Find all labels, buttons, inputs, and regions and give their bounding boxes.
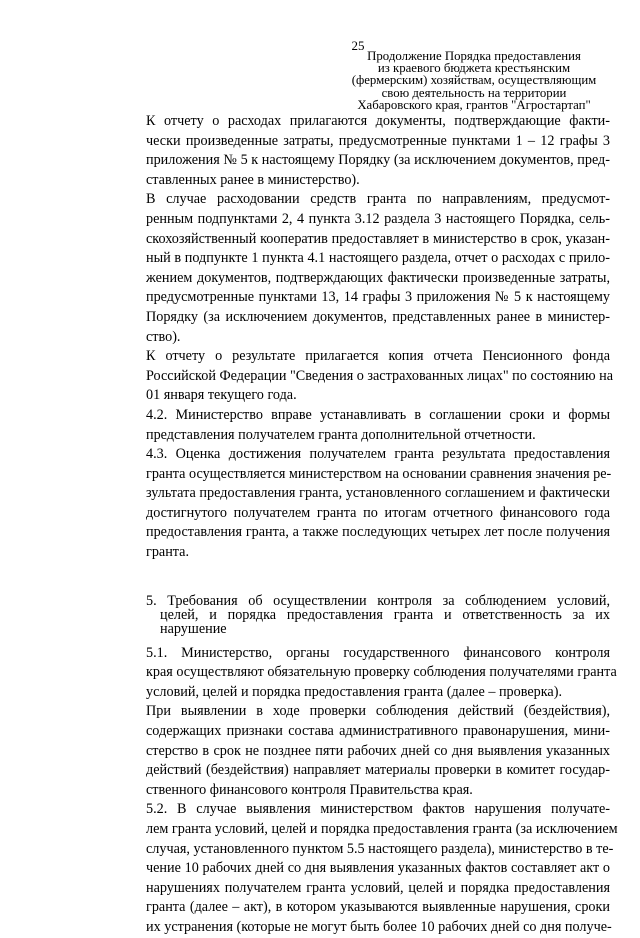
paragraph (108, 702, 610, 800)
paragraph-line: представления получателем гранта дополнительной отчетности. (146, 426, 536, 443)
header-line: (фермерским) хозяйствам, осуществляющим (351, 73, 597, 88)
paragraphs-before (108, 112, 614, 563)
section-title (146, 594, 610, 636)
header-line: из краевого бюджета крестьянским (377, 61, 571, 76)
paragraph (108, 406, 610, 445)
paragraph-line: зультата предоставления гранта, установленного соглашением и фактически (146, 485, 610, 502)
paragraph-line: 01 января текущего года. (146, 387, 297, 404)
paragraph-line: чески произведенные затраты, предусмотренные пунктами 1 – 12 графы 3 (146, 132, 610, 149)
paragraph-line: ренным подпунктами 2, 4 пункта 3.12 раздела 3 настоящего Порядка, сель- (146, 210, 610, 227)
paragraph (108, 644, 617, 703)
paragraph-line: гранта осуществляется министерством на основании сравнения значения ре- (146, 465, 612, 482)
paragraph-line: нарушениях получателем гранта условий, целей и порядка предоставления (146, 879, 610, 896)
header-line: свою деятельность на территории (381, 85, 567, 100)
section-title-line: целей, и порядка предоставления гранта и ответственность за их (160, 606, 610, 623)
paragraph-line: достигнутого получателем гранта по итогам отчетного финансового года (146, 504, 610, 521)
paragraph-line: ственного финансового контроля Правительства края. (146, 781, 473, 798)
paragraph-line: К отчету о расходах прилагаются документы, подтверждающие факти- (146, 113, 610, 129)
paragraph-line: края осуществляют обязательную проверку соблюдения получателями гранта (146, 664, 617, 681)
paragraph-line: предоставления гранта, а также последующих четырех лет после получения (146, 524, 610, 541)
paragraph-line: 5.2. В случае выявления министерством фактов нарушения получате- (146, 801, 610, 818)
paragraph-line: содержащих признаки состава административного правонарушения, мини- (146, 723, 610, 740)
header-line: Продолжение Порядка предоставления (367, 49, 581, 63)
paragraph-line: Порядку (за исключением документов, представленных ранее в министер- (146, 308, 610, 325)
paragraph-line: приложения № 5 к настоящему Порядку (за исключением документов, пред- (146, 152, 610, 169)
paragraph (108, 112, 610, 190)
paragraph (108, 445, 610, 563)
page-number: 25 (351, 38, 365, 53)
document-body (108, 112, 618, 938)
section-title-line: нарушение (160, 620, 227, 637)
paragraph-line: гранта. (146, 544, 190, 561)
paragraph-line: ный в подпункте 1 пункта 4.1 настоящего раздела, отчет о расходах с прило- (146, 250, 610, 267)
paragraph-line: лем гранта условий, целей и порядка предоставления гранта (за исключением (146, 821, 618, 837)
paragraph-line: 5.1. Министерство, органы государственного финансового контроля (146, 644, 610, 661)
paragraph-line: ставленных ранее в министерство). (146, 171, 360, 188)
paragraph-line: 4.3. Оценка достижения получателем гранта результата предоставления (146, 446, 610, 463)
paragraph-line: стерство в срок не позднее пяти рабочих дней со дня выявления указанных (146, 742, 610, 759)
paragraph-line: При выявлении в ходе проверки соблюдения действий (бездействия), (146, 703, 610, 720)
paragraph (108, 190, 610, 347)
paragraph-line: чение 10 рабочих дней со дня выявления указанных фактов составляет акт о (146, 860, 610, 877)
paragraph-line: ство). (146, 328, 181, 345)
paragraph-line: предусмотренные пунктами 13, 14 графы 3 приложения № 5 к настоящему (146, 289, 610, 306)
paragraph-line: В случае расходовании средств гранта по направлениям, предусмот- (146, 191, 610, 208)
paragraph-line: 4.2. Министерство вправе устанавливать в соглашении сроки и формы (146, 406, 610, 423)
paragraph-line: жением документов, подтверждающих фактически произведенные затраты, (146, 269, 610, 286)
paragraph-line: Российской Федерации "Сведения о застрахованных лицах" по состоянию на (146, 367, 614, 384)
paragraph-line: условий, целей и порядка предоставления гранта (далее – проверка). (146, 683, 562, 700)
paragraph-line: случая, установленного пунктом 5.5 настоящего раздела), министерство в те- (146, 840, 614, 857)
paragraph-line: К отчету о результате прилагается копия отчета Пенсионного фонда (146, 348, 610, 365)
paragraph-line: действий (бездействия) направляет материалы проверки в комитет государ- (146, 762, 610, 779)
paragraph-line: скохозяйственный кооператив предоставляет в министерство в срок, указан- (146, 230, 610, 247)
section-title-line: 5. Требования об осуществлении контроля за соблюдением условий, (146, 592, 610, 609)
paragraph-line: их устранения (которые не могут быть более 10 рабочих дней со дня получе- (146, 918, 612, 935)
paragraph (108, 347, 614, 406)
paragraph-line: гранта (далее – акт), в котором указываются выявленные нарушения, сроки (146, 899, 610, 916)
paragraphs-after (108, 644, 618, 938)
document-header (338, 50, 610, 111)
header-line: Хабаровского края, грантов "Агростартап" (357, 97, 591, 112)
paragraph (108, 800, 618, 937)
